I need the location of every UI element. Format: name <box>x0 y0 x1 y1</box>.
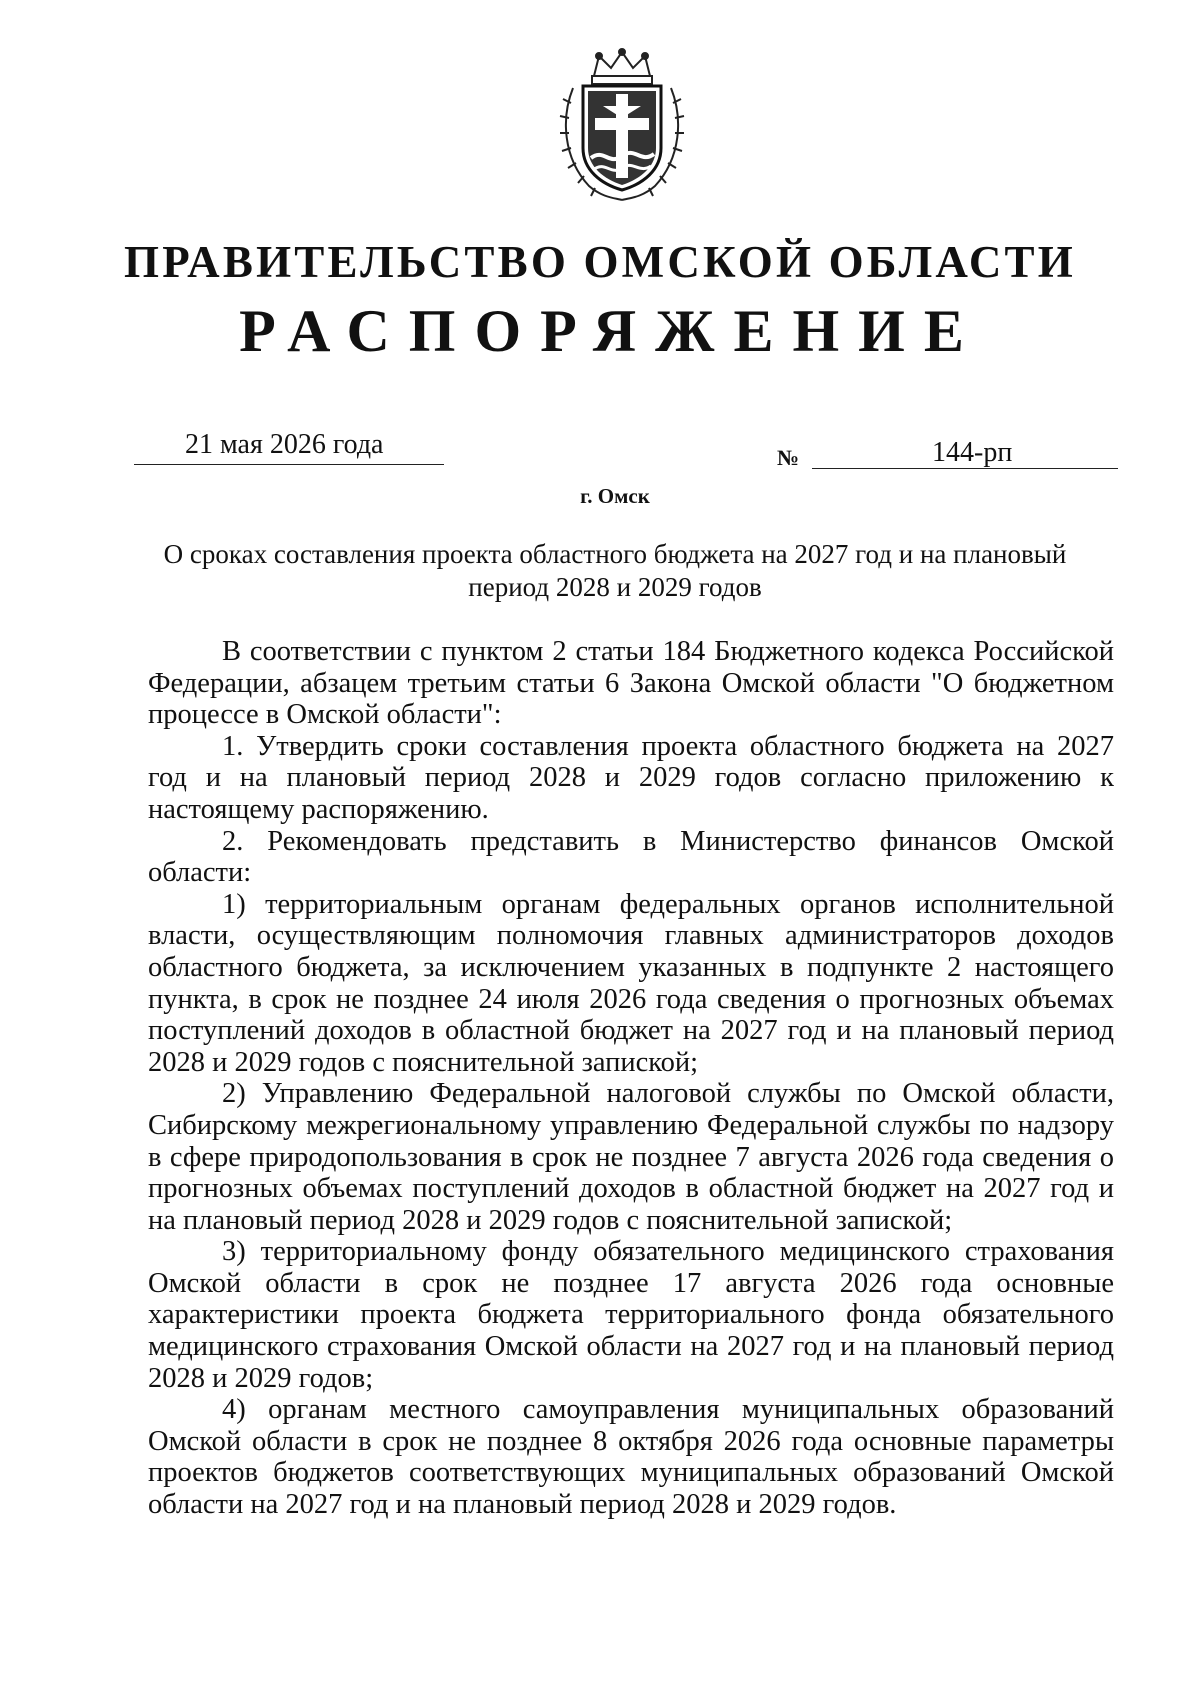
body-preamble: В соответствии с пунктом 2 статьи 184 Бюджетного кодекса Российской Федерации, абзацем третьим статьи 6 Закона Омской области "О бюджетном процессе в Омской области": <box>148 636 1114 731</box>
government-title: ПРАВИТЕЛЬСТВО ОМСКОЙ ОБЛАСТИ <box>124 237 1076 287</box>
document-number: 144-рп <box>932 437 1013 468</box>
body-item-1: 1. Утвердить сроки составления проекта областного бюджета на 2027 год и на плановый период 2028 и 2029 годов согласно приложению к настоящему распоряжению. <box>148 730 1114 825</box>
body-subitem-1: 1) территориальным органам федеральных органов исполнительной власти, осуществляющим полномочия главных администраторов доходов областного бюджета, за исключением указанных в подпункте 2 настоящего пункта, в срок не позднее 24 июля 2026 года сведения о прогнозных объемах поступлений доходов в областной бюджет на 2027 год и на плановый период 2028 и 2029 годов с пояснительной запиской; <box>148 888 1114 1078</box>
number-sign: № <box>777 445 800 470</box>
coat-of-arms-icon <box>559 48 685 202</box>
document-city: г. Омск <box>580 484 650 508</box>
body-subitem-4: 4) органам местного самоуправления муниципальных образований Омской области в срок не позднее 8 октября 2026 года основные параметры проектов бюджетов соответствующих муниципальных образований Омской области на 2027 год и на плановый период 2028 и 2029 годов. <box>148 1394 1114 1521</box>
date-underline <box>134 464 444 465</box>
document-type-title: РАСПОРЯЖЕНИЕ <box>239 298 983 364</box>
body-subitem-3: 3) территориальному фонду обязательного медицинского страхования Омской области в срок не позднее 17 августа 2026 года основные характеристики проекта бюджета территориального фонда обязательного медицинского страхования Омской области на 2027 год и на плановый период 2028 и 2029 годов; <box>148 1236 1114 1394</box>
body-subitem-2: 2) Управлению Федеральной налоговой службы по Омской области, Сибирскому межрегиональному управлению Федеральной службы по надзору в сфере природопользования в срок не позднее 7 августа 2026 года сведения о прогнозных объемах поступлений доходов в областной бюджет на 2027 год и на плановый период 2028 и 2029 годов с пояснительной запиской; <box>148 1078 1114 1236</box>
document-body <box>148 636 1114 1521</box>
body-item-2: 2. Рекомендовать представить в Министерство финансов Омской области: <box>148 825 1114 889</box>
number-underline <box>812 468 1118 469</box>
document-subject: О сроках составления проекта областного бюджета на 2027 год и на плановый период 2028 и 2029 годов <box>163 539 1067 602</box>
document-date: 21 мая 2026 года <box>185 429 384 460</box>
